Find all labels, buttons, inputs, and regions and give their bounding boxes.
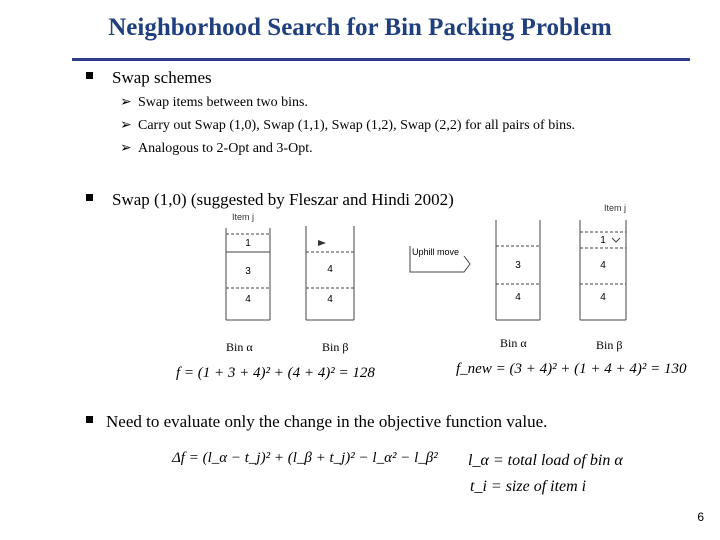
- item-size: 1: [245, 238, 251, 249]
- item-size: 4: [245, 294, 251, 305]
- arrowhead-bullet-icon: ➢: [120, 141, 132, 156]
- definition-size: t_i = size of item i: [470, 478, 587, 495]
- item-j-label-left: Item j: [232, 212, 255, 222]
- arrowhead-bullet-icon: ➢: [120, 118, 132, 133]
- item-size: 4: [515, 292, 521, 303]
- bin-beta-label-after: Bin β: [596, 338, 623, 352]
- slide-title: Neighborhood Search for Bin Packing Problem: [108, 14, 612, 41]
- sub-bullet-text: Swap items between two bins.: [138, 95, 308, 110]
- item-size: 1: [600, 235, 606, 246]
- item-size: 4: [327, 264, 333, 275]
- bin-alpha-label-before: Bin α: [226, 340, 253, 354]
- formula-f-before: f = (1 + 3 + 4)² + (4 + 4)² = 128: [176, 365, 375, 381]
- bin-alpha-label-after: Bin α: [500, 336, 527, 350]
- arrowhead-bullet-icon: ➢: [120, 95, 132, 110]
- sub-bullet-text: Carry out Swap (1,0), Swap (1,1), Swap (1,2), Swap (2,2) for all pairs of bins.: [138, 118, 576, 133]
- item-size: 4: [600, 260, 606, 271]
- item-size: 3: [245, 266, 251, 277]
- uphill-label: Uphill move: [412, 247, 460, 257]
- item-size: 4: [327, 294, 333, 305]
- move-arrow-icon: [612, 238, 620, 242]
- square-bullet-icon: [86, 416, 93, 423]
- bullet-text: Need to evaluate only the change in the objective function value.: [106, 412, 548, 431]
- formula-delta-f: Δf = (l_α − t_j)² + (l_β + t_j)² − l_α² − l_β²: [172, 450, 438, 466]
- definition-load: l_α = total load of bin α: [468, 452, 623, 469]
- item-size: 4: [600, 292, 606, 303]
- page-number: 6: [697, 510, 704, 524]
- bullet-text: Swap (1,0) (suggested by Fleszar and Hindi 2002): [112, 190, 454, 209]
- bin-beta-label-before: Bin β: [322, 340, 349, 354]
- item-size: 3: [515, 260, 521, 271]
- bullet-text: Swap schemes: [112, 68, 212, 87]
- sub-bullet-text: Analogous to 2-Opt and 3-Opt.: [138, 141, 313, 156]
- formula-f-after: f_new = (3 + 4)² + (1 + 4 + 4)² = 130: [456, 361, 687, 377]
- item-j-label-right: Item j: [604, 203, 627, 213]
- move-arrow-icon: [318, 240, 326, 246]
